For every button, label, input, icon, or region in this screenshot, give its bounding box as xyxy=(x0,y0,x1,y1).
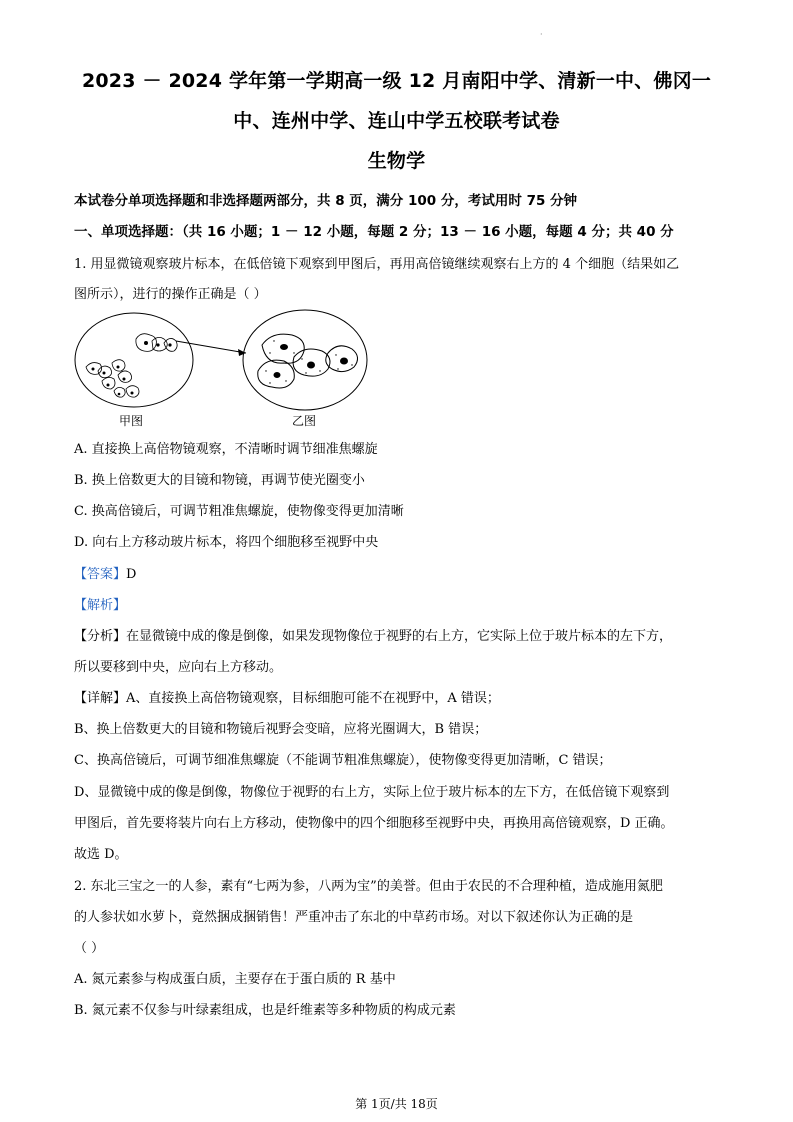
q1-detail-line3: C、换高倍镜后，可调节细准焦螺旋（不能调节粗准焦螺旋），使物像变得更加清晰，C 错误； xyxy=(74,753,612,768)
q1-answer xyxy=(74,566,136,584)
arrow-head xyxy=(238,349,246,356)
q1-detail-line1 xyxy=(74,690,500,708)
field-of-view-right xyxy=(243,310,367,410)
q1-detail-line4: D、显微镜中成的像是倒像，物像位于视野的右上方，实际上位于玻片标本的左下方，在低倍镜下观察到 xyxy=(74,785,670,800)
q1-stem-line2: 图所示），进行的操作正确是（ ） xyxy=(74,287,267,302)
analysis-tag: 【解析】 xyxy=(74,598,127,613)
q2-option-b: B. 氮元素不仅参与叶绿素组成，也是纤维素等多种物质的构成元素 xyxy=(74,1003,456,1018)
q1-analysis-heading xyxy=(74,597,126,615)
answer-value: D xyxy=(126,567,137,582)
q1-detail-line5: 甲图后，首先要将装片向右上方移动，使物像中的四个细胞移至视野中央，再换用高倍镜观察，D 正确。 xyxy=(74,816,674,831)
page-number: 第 1页/共 18页 xyxy=(355,1097,438,1111)
microscope-figure xyxy=(74,305,394,435)
exam-title-line1: 2023 － 2024 学年第一学期高一级 12 月南阳中学、清新一中、佛冈一 xyxy=(81,70,712,92)
answer-tag: 【答案】 xyxy=(74,567,127,582)
fenxi-text: 在显微镜中成的像是倒像，如果发现物像位于视野的右上方，它实际上位于玻片标本的左下方， xyxy=(126,629,673,644)
exam-info: 本试卷分单项选择题和非选择题两部分，共 8 页，满分 100 分，考试用时 75 分钟 xyxy=(74,193,578,209)
detail-text: A、直接换上高倍物镜观察，目标细胞可能不在视野中，A 错误； xyxy=(126,691,500,706)
q1-detail-line6: 故选 D。 xyxy=(74,847,128,862)
q2-option-a: A. 氮元素参与构成蛋白质，主要存在于蛋白质的 R 基中 xyxy=(74,972,396,987)
q1-detail-line2: B、换上倍数更大的目镜和物镜后视野会变暗，应将光圈调大，B 错误； xyxy=(74,722,488,737)
q1-fenxi-line2: 所以要移到中央，应向右上方移动。 xyxy=(74,660,283,675)
q2-stem-line2: 的人参状如水萝卜，竟然捆成捆销售！严重冲击了东北的中草药市场。对以下叙述你认为正确的是 xyxy=(74,910,634,925)
field-of-view-left xyxy=(75,313,193,407)
nuclei-low-power xyxy=(92,341,172,395)
figure-label-left: 甲图 xyxy=(119,414,144,428)
section-heading: 一、单项选择题：（共 16 小题；1 － 12 小题，每题 2 分；13 － 16 小题，每题 4 分；共 40 分 xyxy=(74,224,674,240)
q1-stem-line1: 1. 用显微镜观察玻片标本，在低倍镜下观察到甲图后，再用高倍镜继续观察右上方的 4 个细胞（结果如乙 xyxy=(74,257,680,272)
detail-tag: 【详解】 xyxy=(74,691,127,706)
q2-stem-line3: （ ） xyxy=(74,941,105,956)
cells-low-power xyxy=(86,334,177,397)
arrow-line xyxy=(176,341,246,353)
q1-option-c: C. 换高倍镜后，可调节粗准焦螺旋，使物像变得更加清晰 xyxy=(74,504,404,519)
q1-fenxi-line1 xyxy=(74,628,672,646)
q1-option-b: B. 换上倍数更大的目镜和物镜，再调节使光圈变小 xyxy=(74,473,365,488)
q2-stem-line1: 2. 东北三宝之一的人参，素有“七两为参，八两为宝”的美誉。但由于农民的不合理种植，造成施用氮肥 xyxy=(74,879,663,894)
subject-title: 生物学 xyxy=(367,150,426,172)
fenxi-tag: 【分析】 xyxy=(74,629,127,644)
exam-title-line2: 中、连州中学、连山中学五校联考试卷 xyxy=(233,110,560,132)
figure-label-right: 乙图 xyxy=(292,414,317,428)
q1-option-a: A. 直接换上高倍物镜观察，不清晰时调节细准焦螺旋 xyxy=(74,442,378,457)
q1-option-d: D. 向右上方移动玻片标本，将四个细胞移至视野中央 xyxy=(74,535,379,550)
stray-mark: · xyxy=(540,30,543,39)
